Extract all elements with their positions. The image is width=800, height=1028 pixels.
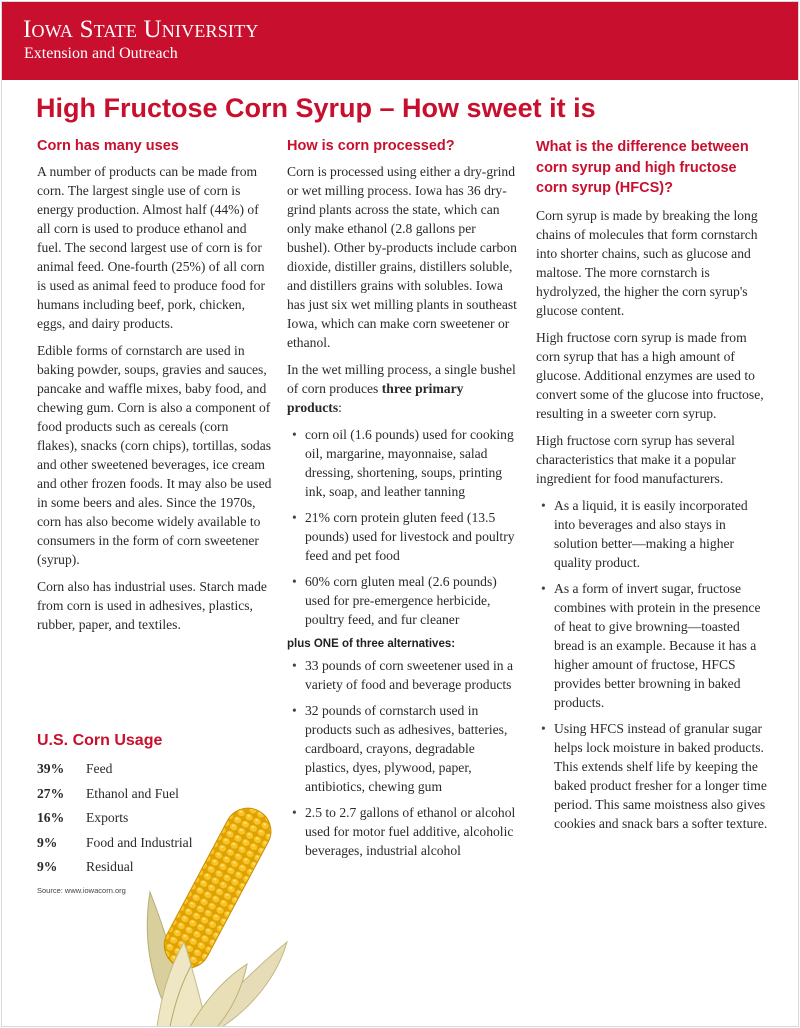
paragraph: High fructose corn syrup is made from corn syrup that has a high amount of glucose. Additional enzymes are used to convert some of the glucose into fructose, resulting in a sweeter corn syrup. xyxy=(536,329,764,421)
header-banner xyxy=(2,2,799,80)
list-item: • 32 pounds of cornstarch used in products such as adhesives, batteries, cardboard, crayons, degradable plastics, dyes, plywood, paper, antibiotics, chewing gum xyxy=(305,701,517,796)
paragraph: Corn is processed using either a dry-grind or wet milling process. Iowa has 36 dry-grind plants across the state, which can only make ethanol (2.8 gallons per bushel). Other by-products include carbon dioxide, distiller grains, distillers soluble, and distillers grains with solubles. Iowa has just six wet milling plants in southeast Iowa, which can make corn sweetener or ethanol. xyxy=(287,164,517,350)
corn-cob-illustration xyxy=(112,792,297,1027)
section-heading-corn-usage: U.S. Corn Usage xyxy=(37,732,163,749)
primary-products-list xyxy=(287,425,517,629)
list-item: • corn oil (1.6 pounds) used for cooking oil, margarine, mayonnaise, salad dressing, shortening, soups, printing ink, soap, and leather tanning xyxy=(305,425,517,501)
usage-percent: 39% xyxy=(37,761,65,776)
column-corn-uses xyxy=(37,137,272,642)
list-item: • As a liquid, it is easily incorporated into beverages and also stays in solution better—making a higher quality product. xyxy=(554,496,768,572)
column-corn-processing xyxy=(287,137,517,867)
paragraph-tail: : xyxy=(338,400,342,415)
list-item: • As a form of invert sugar, fructose combines with protein in the presence of heat to give browning—toasted bread is an example. Because it has a higher amount of fructose, HFCS provides better browning in baked products. xyxy=(554,579,768,712)
section-heading-processing: How is corn processed? xyxy=(287,138,455,154)
paragraph-lead: In the wet milling process, a single bushel of corn produces xyxy=(287,362,516,396)
document-page xyxy=(1,1,799,1027)
section-heading-corn-uses: Corn has many uses xyxy=(37,138,179,154)
hfcs-characteristics-list xyxy=(536,496,768,833)
column-hfcs-difference xyxy=(536,137,768,840)
usage-label: Food and Industrial xyxy=(86,834,193,850)
usage-label: Exports xyxy=(86,810,129,825)
paragraph xyxy=(287,360,517,417)
usage-source: Source: www.iowacorn.org xyxy=(37,886,126,895)
list-item: • 2.5 to 2.7 gallons of ethanol or alcohol used for motor fuel additive, alcoholic beverages, industrial alcohol xyxy=(305,803,517,860)
usage-label: Residual xyxy=(86,859,134,874)
list-item: • Using HFCS instead of granular sugar helps lock moisture in baked products. This extends shelf life by keeping the baked product fresher for a longer time period. This same moistness also gives cookies and snack bars a softer texture. xyxy=(554,719,768,833)
paragraph: Corn syrup is made by breaking the long chains of molecules that form cornstarch into shorter chains, such as glucose and maltose. The more cornstarch is hydrolyzed, the higher the corn syrup's glucose content. xyxy=(536,207,758,318)
usage-percent: 9% xyxy=(37,834,58,850)
paragraph-emphasis: three primary products xyxy=(287,381,464,415)
paragraph: High fructose corn syrup has several characteristics that make it a popular ingredient for food manufacturers. xyxy=(536,432,736,486)
usage-label: Feed xyxy=(86,761,113,776)
usage-percent: 9% xyxy=(37,859,58,874)
usage-percent: 27% xyxy=(37,785,65,801)
usage-percent: 16% xyxy=(37,810,65,825)
usage-row xyxy=(37,759,287,784)
usage-label: Ethanol and Fuel xyxy=(86,785,179,801)
alternatives-list xyxy=(287,656,517,860)
section-heading-difference: What is the difference between corn syrup and high fructose corn syrup (HFCS)? xyxy=(536,139,749,196)
alternatives-heading: plus ONE of three alternatives: xyxy=(287,638,456,650)
paragraph: A number of products can be made from corn. The largest single use of corn is energy production. Almost half (44%) of all corn is used to produce ethanol and fuel. The second largest use of corn is for animal feed. One-fourth (25%) of all corn is used as animal feed to produce food for humans including beef, pork, chicken, eggs, and dairy products. xyxy=(37,164,266,331)
corn-cob xyxy=(156,800,279,976)
university-name: Iowa State University xyxy=(23,16,259,43)
paragraph: Corn also has industrial uses. Starch made from corn is used in adhesives, plastics, rubber, paper, and textiles. xyxy=(37,579,267,632)
list-item: • 33 pounds of corn sweetener used in a variety of food and beverage products xyxy=(305,656,517,694)
university-unit: Extension and Outreach xyxy=(24,45,178,62)
page-title: High Fructose Corn Syrup – How sweet it is xyxy=(36,93,596,123)
list-item: • 21% corn protein gluten feed (13.5 pounds) used for livestock and poultry feed and pet food xyxy=(305,508,517,565)
list-item: • 60% corn gluten meal (2.6 pounds) used for pre-emergence herbicide, poultry feed, and fur cleaner xyxy=(305,572,517,629)
paragraph: Edible forms of cornstarch are used in baking powder, soups, gravies and sauces, pancake and waffle mixes, baby food, and chewing gum. Corn is also a component of food products such as cereals (corn flakes), snacks (corn chips), tortillas, sodas and other sweetened beverages, ice cream and other frozen foods. It may also be used in some beers and ales. Since the 1970s, corn has also become widely available to consumers in the form of corn sweetener (syrup). xyxy=(37,343,272,567)
